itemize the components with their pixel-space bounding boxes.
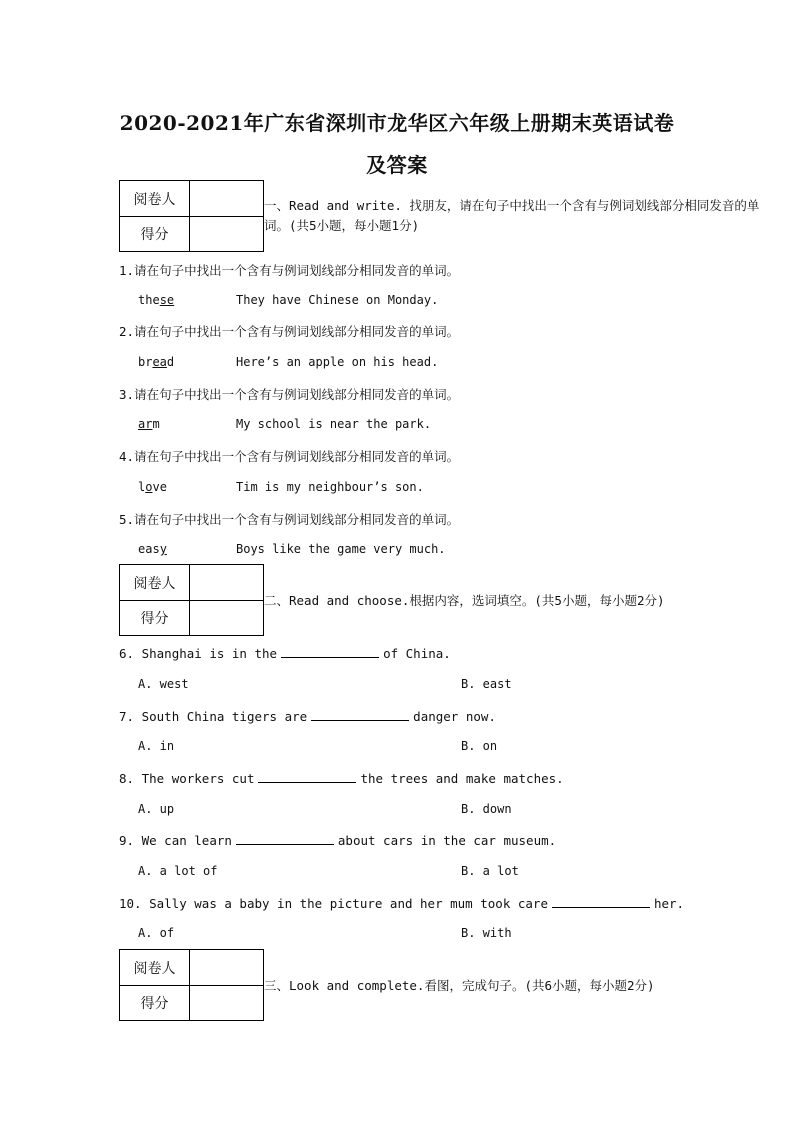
section3-heading: 三、Look and complete.看图，完成句子。(共6小题，每小题2分) <box>264 978 655 993</box>
option-b-7: B. on <box>461 739 498 753</box>
option-b-9: B. a lot <box>461 864 519 878</box>
section1-heading-line2: 词。(共5小题，每小题1分) <box>264 218 420 233</box>
section2-heading: 二、Read and choose.根据内容，选词填空。(共5小题，每小题2分) <box>264 593 665 608</box>
question-prompt: 请在句子中找出一个含有与例词划线部分相同发音的单词。 <box>134 512 460 527</box>
question-prompt: 请在句子中找出一个含有与例词划线部分相同发音的单词。 <box>134 263 460 278</box>
example-word-2: bread <box>138 355 175 369</box>
score-box-3 <box>119 949 264 1021</box>
example-word-1: these <box>138 293 175 307</box>
answer-blank[interactable] <box>281 645 379 658</box>
question-9: 9. We can learn about cars in the car museum. <box>119 833 557 848</box>
question-3: 3.请在句子中找出一个含有与例词划线部分相同发音的单词。 <box>119 387 460 402</box>
question-6: 6. Shanghai is in the of China. <box>119 646 451 661</box>
score-label: 得分 <box>120 216 190 252</box>
example-word-5: easy <box>138 542 167 556</box>
option-a-6: A. west <box>138 677 189 691</box>
question-10: 10. Sally was a baby in the picture and her mum took care her. <box>119 896 685 911</box>
question-2: 2.请在句子中找出一个含有与例词划线部分相同发音的单词。 <box>119 324 460 339</box>
reviewer-label: 阅卷人 <box>120 181 190 216</box>
question-4: 4.请在句子中找出一个含有与例词划线部分相同发音的单词。 <box>119 449 460 464</box>
question-prompt: 请在句子中找出一个含有与例词划线部分相同发音的单词。 <box>134 324 460 339</box>
question-prompt: 请在句子中找出一个含有与例词划线部分相同发音的单词。 <box>134 387 460 402</box>
question-7: 7. South China tigers are danger now. <box>119 709 496 724</box>
reviewer-label: 阅卷人 <box>120 565 190 600</box>
section1-heading-line1: 一、Read and write. 找朋友，请在句子中找出一个含有与例词划线部分相同发音的单 <box>264 198 760 213</box>
page-title: 2020-2021年广东省深圳市龙华区六年级上册期末英语试卷 <box>119 111 675 135</box>
score-box-2 <box>119 564 264 636</box>
page-title-line2: 及答案 <box>366 153 428 177</box>
option-b-8: B. down <box>461 802 512 816</box>
question-8: 8. The workers cut the trees and make matches. <box>119 771 564 786</box>
sentence-3: My school is near the park. <box>236 417 432 431</box>
answer-blank[interactable] <box>311 708 409 721</box>
answer-blank[interactable] <box>552 895 650 908</box>
sentence-2: Here’s an apple on his head. <box>236 355 439 369</box>
answer-blank[interactable] <box>236 832 334 845</box>
example-word-3: arm <box>138 417 160 431</box>
question-5: 5.请在句子中找出一个含有与例词划线部分相同发音的单词。 <box>119 512 460 527</box>
option-b-10: B. with <box>461 926 512 940</box>
score-label: 得分 <box>120 600 190 636</box>
answer-blank[interactable] <box>258 770 356 783</box>
example-word-4: love <box>138 480 167 494</box>
score-label: 得分 <box>120 985 190 1021</box>
sentence-5: Boys like the game very much. <box>236 542 446 556</box>
question-prompt: 请在句子中找出一个含有与例词划线部分相同发音的单词。 <box>134 449 460 464</box>
question-1: 1.请在句子中找出一个含有与例词划线部分相同发音的单词。 <box>119 263 460 278</box>
option-a-7: A. in <box>138 739 175 753</box>
option-a-8: A. up <box>138 802 175 816</box>
option-a-9: A. a lot of <box>138 864 218 878</box>
option-b-6: B. east <box>461 677 512 691</box>
score-box-1 <box>119 180 264 252</box>
sentence-4: Tim is my neighbour’s son. <box>236 480 424 494</box>
sentence-1: They have Chinese on Monday. <box>236 293 439 307</box>
reviewer-label: 阅卷人 <box>120 950 190 985</box>
option-a-10: A. of <box>138 926 175 940</box>
